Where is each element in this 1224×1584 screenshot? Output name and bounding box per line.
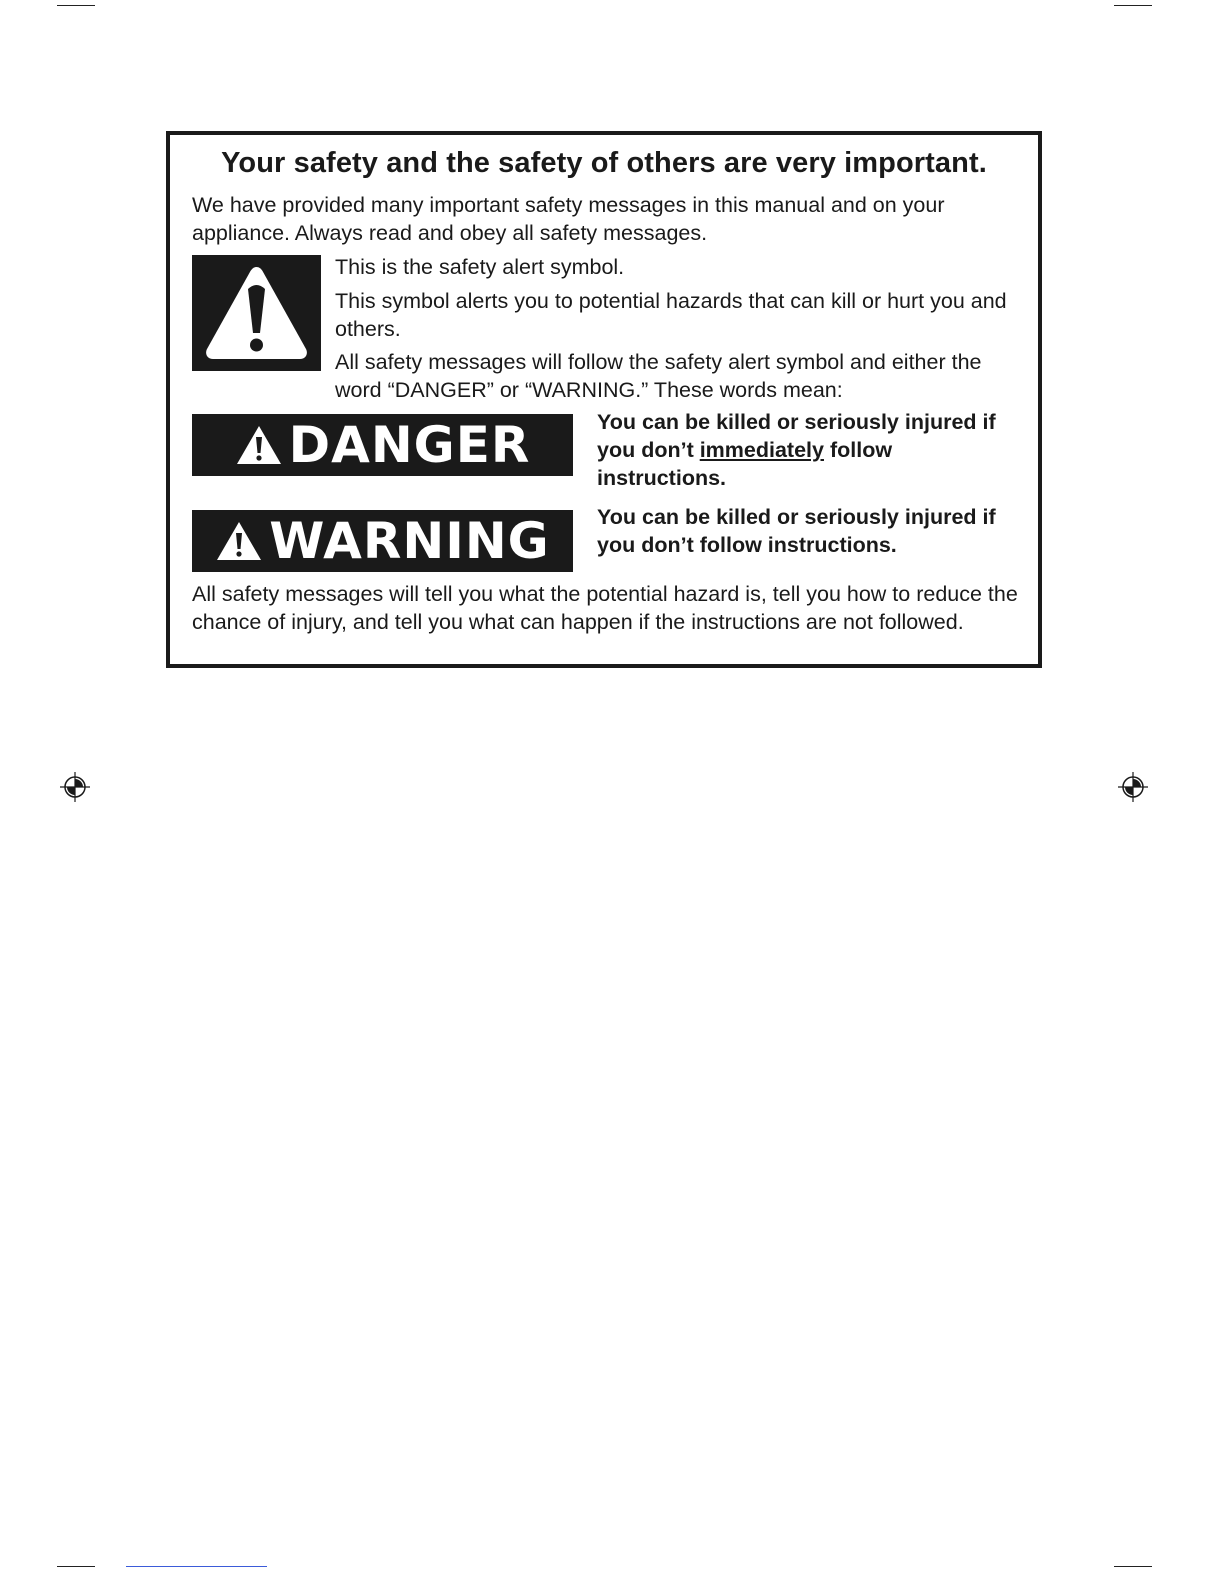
symbol-definition: This is the safety alert symbol. bbox=[335, 255, 625, 279]
intro-paragraph: We have provided many important safety messages in this manual and on your appliance. Always read and obey all safety messages. bbox=[192, 193, 945, 245]
closing-paragraph: All safety messages will tell you what the potential hazard is, tell you how to reduce the chance of injury, and tell you what can happen if the instructions are not followed. bbox=[192, 582, 1018, 634]
danger-word: DANGER bbox=[288, 416, 531, 474]
warning-meaning: You can be killed or seriously injured if you don’t follow instructions. bbox=[597, 505, 996, 557]
crop-mark-bottom-left bbox=[57, 1566, 95, 1567]
symbol-description: This symbol alerts you to potential hazards that can kill or hurt you and others. bbox=[335, 289, 1007, 341]
danger-meaning-end: follow instructions. bbox=[597, 438, 893, 490]
safety-information-box bbox=[166, 131, 1042, 668]
warning-word: WARNING bbox=[269, 512, 550, 570]
crop-mark-bottom-right bbox=[1114, 1566, 1152, 1567]
danger-meaning-emphasis: immediately bbox=[699, 438, 824, 462]
crop-mark-top-right bbox=[1114, 5, 1152, 6]
registration-mark-icon bbox=[60, 772, 90, 802]
signal-words-intro: All safety messages will follow the safety alert symbol and either the word “DANGER” or “WARNING.” These words mean: bbox=[335, 350, 982, 402]
bottom-rule bbox=[126, 1566, 267, 1567]
danger-meaning bbox=[597, 408, 1027, 492]
safety-alert-icon bbox=[235, 424, 283, 466]
safety-alert-icon bbox=[215, 520, 263, 562]
danger-meaning-start: You can be killed or seriously injured if you don’t bbox=[597, 410, 996, 462]
safety-title: Your safety and the safety of others are very important. bbox=[221, 147, 987, 179]
safety-alert-symbol bbox=[192, 255, 321, 371]
danger-label bbox=[192, 414, 573, 476]
warning-label bbox=[192, 510, 573, 572]
registration-mark-icon bbox=[1118, 772, 1148, 802]
safety-alert-icon bbox=[192, 255, 321, 371]
crop-mark-top-left bbox=[57, 5, 95, 6]
